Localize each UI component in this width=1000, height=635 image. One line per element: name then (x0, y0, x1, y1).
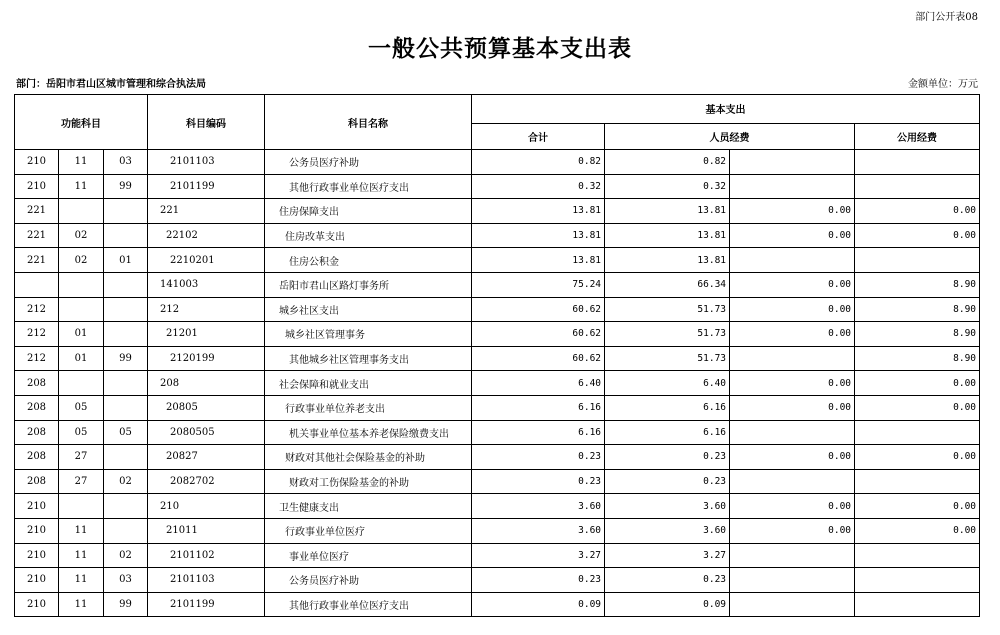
cell-total: 13.81 (472, 248, 605, 273)
cell-public-sub (730, 469, 855, 494)
cell-public (855, 592, 980, 617)
cell-public (855, 150, 980, 175)
cell-public-sub: 0.00 (730, 518, 855, 543)
cell-section: 11 (59, 568, 104, 593)
cell-class: 210 (15, 518, 59, 543)
cell-total: 6.40 (472, 371, 605, 396)
table-row (15, 346, 980, 371)
cell-public: 8.90 (855, 322, 980, 347)
table-row (15, 543, 980, 568)
cell-subject-name: 公务员医疗补助 (265, 568, 472, 593)
cell-public: 0.00 (855, 445, 980, 470)
header-total: 合计 (472, 123, 605, 149)
cell-section: 27 (59, 469, 104, 494)
cell-class: 210 (15, 592, 59, 617)
cell-subject-name: 公务员医疗补助 (265, 150, 472, 175)
cell-public: 0.00 (855, 395, 980, 420)
cell-class (15, 272, 59, 297)
cell-public (855, 543, 980, 568)
cell-section (59, 371, 104, 396)
cell-personnel: 0.82 (605, 150, 730, 175)
cell-public: 8.90 (855, 272, 980, 297)
cell-subject-name: 城乡社区支出 (265, 297, 472, 322)
cell-class: 221 (15, 199, 59, 224)
cell-subject-name: 行政事业单位养老支出 (265, 395, 472, 420)
cell-class: 208 (15, 469, 59, 494)
cell-public-sub: 0.00 (730, 322, 855, 347)
cell-class: 208 (15, 445, 59, 470)
cell-section: 27 (59, 445, 104, 470)
cell-total: 3.27 (472, 543, 605, 568)
cell-subject-name: 住房改革支出 (265, 223, 472, 248)
cell-item (104, 518, 148, 543)
cell-section: 02 (59, 248, 104, 273)
cell-total: 75.24 (472, 272, 605, 297)
cell-personnel: 6.40 (605, 371, 730, 396)
cell-public-sub (730, 174, 855, 199)
cell-section: 01 (59, 322, 104, 347)
cell-personnel: 0.09 (605, 592, 730, 617)
cell-subject-code: 2120199 (148, 346, 265, 371)
table-row (15, 371, 980, 396)
cell-subject-name: 其他行政事业单位医疗支出 (265, 592, 472, 617)
cell-class: 208 (15, 371, 59, 396)
cell-class: 212 (15, 346, 59, 371)
cell-item: 02 (104, 543, 148, 568)
cell-public-sub: 0.00 (730, 445, 855, 470)
cell-public: 0.00 (855, 223, 980, 248)
cell-subject-name: 社会保障和就业支出 (265, 371, 472, 396)
cell-section: 11 (59, 150, 104, 175)
cell-public (855, 568, 980, 593)
table-row (15, 297, 980, 322)
cell-subject-code: 208 (148, 371, 265, 396)
table-row (15, 445, 980, 470)
cell-item (104, 223, 148, 248)
cell-subject-name: 岳阳市君山区路灯事务所 (265, 272, 472, 297)
cell-public: 0.00 (855, 518, 980, 543)
cell-section (59, 272, 104, 297)
table-row (15, 272, 980, 297)
table-row (15, 248, 980, 273)
cell-personnel: 3.27 (605, 543, 730, 568)
table-row (15, 494, 980, 519)
cell-class: 221 (15, 223, 59, 248)
cell-section: 11 (59, 518, 104, 543)
header-function-subject: 功能科目 (15, 95, 148, 150)
department-label: 部门：岳阳市君山区城市管理和综合执法局 (16, 79, 206, 90)
cell-item: 99 (104, 346, 148, 371)
cell-personnel: 66.34 (605, 272, 730, 297)
cell-subject-code: 2101103 (148, 568, 265, 593)
header-subject-code: 科目编码 (148, 95, 265, 150)
table-row (15, 420, 980, 445)
cell-public-sub: 0.00 (730, 395, 855, 420)
cell-public-sub: 0.00 (730, 223, 855, 248)
cell-subject-code: 20827 (148, 445, 265, 470)
cell-total: 0.23 (472, 469, 605, 494)
cell-subject-name: 财政对其他社会保险基金的补助 (265, 445, 472, 470)
cell-section (59, 199, 104, 224)
cell-total: 0.23 (472, 445, 605, 470)
table-row (15, 469, 980, 494)
header-personnel: 人员经费 (605, 123, 855, 149)
cell-item: 99 (104, 174, 148, 199)
cell-personnel: 0.23 (605, 445, 730, 470)
cell-class: 212 (15, 297, 59, 322)
cell-class: 212 (15, 322, 59, 347)
cell-total: 60.62 (472, 346, 605, 371)
cell-subject-code: 21011 (148, 518, 265, 543)
form-number: 部门公开表08 (915, 12, 978, 23)
unit-label: 金额单位：万元 (908, 79, 978, 90)
cell-section: 11 (59, 592, 104, 617)
cell-subject-name: 卫生健康支出 (265, 494, 472, 519)
cell-personnel: 13.81 (605, 199, 730, 224)
cell-item (104, 322, 148, 347)
cell-public-sub (730, 346, 855, 371)
cell-subject-name: 住房公积金 (265, 248, 472, 273)
cell-section: 02 (59, 223, 104, 248)
cell-item (104, 371, 148, 396)
cell-public-sub (730, 568, 855, 593)
cell-subject-name: 城乡社区管理事务 (265, 322, 472, 347)
cell-item: 02 (104, 469, 148, 494)
cell-subject-name: 机关事业单位基本养老保险缴费支出 (265, 420, 472, 445)
cell-item: 03 (104, 150, 148, 175)
cell-item (104, 445, 148, 470)
header-subject-name: 科目名称 (265, 95, 472, 150)
table-row (15, 592, 980, 617)
cell-subject-name: 行政事业单位医疗 (265, 518, 472, 543)
cell-public-sub: 0.00 (730, 272, 855, 297)
table-row (15, 223, 980, 248)
page-title: 一般公共预算基本支出表 (368, 35, 632, 62)
cell-section: 11 (59, 174, 104, 199)
cell-class: 210 (15, 174, 59, 199)
cell-item (104, 494, 148, 519)
cell-total: 0.32 (472, 174, 605, 199)
cell-item: 99 (104, 592, 148, 617)
cell-personnel: 51.73 (605, 322, 730, 347)
cell-section: 05 (59, 395, 104, 420)
cell-section: 01 (59, 346, 104, 371)
cell-section (59, 494, 104, 519)
cell-class: 210 (15, 150, 59, 175)
cell-public-sub (730, 592, 855, 617)
cell-subject-code: 22102 (148, 223, 265, 248)
cell-total: 0.23 (472, 568, 605, 593)
cell-public: 8.90 (855, 297, 980, 322)
cell-public-sub (730, 543, 855, 568)
header-public: 公用经费 (855, 123, 980, 149)
header-basic-expense: 基本支出 (472, 95, 980, 124)
cell-item: 03 (104, 568, 148, 593)
table-row (15, 322, 980, 347)
cell-public-sub (730, 150, 855, 175)
cell-subject-code: 221 (148, 199, 265, 224)
cell-item: 05 (104, 420, 148, 445)
cell-class: 210 (15, 543, 59, 568)
cell-total: 13.81 (472, 199, 605, 224)
table-row (15, 518, 980, 543)
cell-personnel: 6.16 (605, 420, 730, 445)
cell-personnel: 51.73 (605, 297, 730, 322)
table-row (15, 174, 980, 199)
cell-total: 13.81 (472, 223, 605, 248)
table-body (15, 150, 980, 617)
cell-subject-code: 2080505 (148, 420, 265, 445)
cell-subject-code: 2101199 (148, 174, 265, 199)
cell-item (104, 297, 148, 322)
cell-subject-code: 2082702 (148, 469, 265, 494)
table-row (15, 150, 980, 175)
cell-public-sub: 0.00 (730, 494, 855, 519)
cell-subject-name: 其他城乡社区管理事务支出 (265, 346, 472, 371)
cell-subject-code: 210 (148, 494, 265, 519)
cell-subject-name: 财政对工伤保险基金的补助 (265, 469, 472, 494)
table-row (15, 395, 980, 420)
table-row (15, 199, 980, 224)
cell-total: 3.60 (472, 494, 605, 519)
cell-subject-code: 212 (148, 297, 265, 322)
table-row (15, 568, 980, 593)
cell-personnel: 3.60 (605, 494, 730, 519)
cell-item: 01 (104, 248, 148, 273)
cell-class: 221 (15, 248, 59, 273)
cell-public (855, 174, 980, 199)
cell-personnel: 13.81 (605, 248, 730, 273)
cell-total: 6.16 (472, 395, 605, 420)
cell-class: 208 (15, 420, 59, 445)
cell-section: 11 (59, 543, 104, 568)
cell-subject-code: 2210201 (148, 248, 265, 273)
cell-personnel: 0.23 (605, 568, 730, 593)
cell-item (104, 395, 148, 420)
cell-public-sub (730, 420, 855, 445)
cell-personnel: 0.23 (605, 469, 730, 494)
cell-item (104, 272, 148, 297)
cell-subject-code: 2101103 (148, 150, 265, 175)
cell-subject-name: 其他行政事业单位医疗支出 (265, 174, 472, 199)
cell-public (855, 248, 980, 273)
cell-class: 210 (15, 568, 59, 593)
cell-section (59, 297, 104, 322)
cell-class: 208 (15, 395, 59, 420)
cell-public: 0.00 (855, 371, 980, 396)
cell-public-sub: 0.00 (730, 199, 855, 224)
cell-subject-code: 21201 (148, 322, 265, 347)
cell-subject-code: 20805 (148, 395, 265, 420)
cell-total: 60.62 (472, 297, 605, 322)
cell-public-sub (730, 248, 855, 273)
cell-personnel: 13.81 (605, 223, 730, 248)
cell-section: 05 (59, 420, 104, 445)
cell-public (855, 420, 980, 445)
cell-personnel: 51.73 (605, 346, 730, 371)
budget-table (14, 94, 980, 617)
cell-total: 0.09 (472, 592, 605, 617)
cell-class: 210 (15, 494, 59, 519)
cell-public (855, 469, 980, 494)
cell-total: 0.82 (472, 150, 605, 175)
cell-subject-code: 2101102 (148, 543, 265, 568)
cell-total: 3.60 (472, 518, 605, 543)
cell-personnel: 3.60 (605, 518, 730, 543)
cell-subject-name: 事业单位医疗 (265, 543, 472, 568)
cell-total: 60.62 (472, 322, 605, 347)
cell-public: 8.90 (855, 346, 980, 371)
cell-public: 0.00 (855, 199, 980, 224)
cell-subject-code: 141003 (148, 272, 265, 297)
cell-subject-name: 住房保障支出 (265, 199, 472, 224)
cell-public-sub: 0.00 (730, 371, 855, 396)
cell-item (104, 199, 148, 224)
cell-subject-code: 2101199 (148, 592, 265, 617)
cell-public-sub: 0.00 (730, 297, 855, 322)
cell-personnel: 6.16 (605, 395, 730, 420)
cell-total: 6.16 (472, 420, 605, 445)
cell-personnel: 0.32 (605, 174, 730, 199)
cell-public: 0.00 (855, 494, 980, 519)
